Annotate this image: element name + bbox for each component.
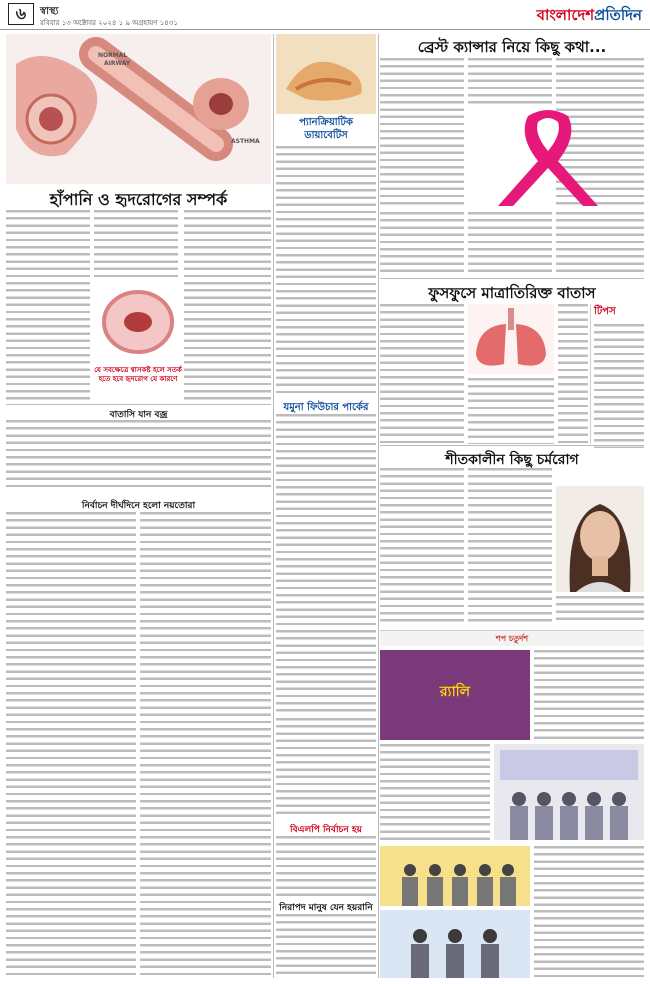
rally-banner [380,650,530,740]
conference-photo [494,744,644,840]
lungs-headline: ফুসফুসে মাত্রাতিরিক্ত বাতাস [428,284,596,302]
woman-face-icon [556,486,644,592]
breast-column-1 [380,58,464,208]
inflamed-airway-icon [94,282,182,362]
nirapod-body [276,914,376,978]
sleep-column-1 [6,512,136,978]
breast-column-5 [468,212,552,276]
award-caption [534,910,644,978]
rally-title: র‍্যালি [439,684,471,700]
woman-portrait [556,486,644,592]
pancreas-icon [276,34,376,114]
bijli-headline: বিএলপি নির্বাচন হয় [290,825,362,835]
conference-caption [380,744,490,840]
breast-column-2 [468,58,552,106]
sleep-headline: নির্বাচন দীর্ঘদিনে হলো নয়তোরা [81,501,196,511]
lungs-column-1 [380,304,464,444]
piles-body [6,420,271,492]
lungs-column-3 [558,304,588,444]
asthma-label: ASTHMA [231,138,260,145]
nirapod-headline: নিরাপদ মানুষ যেন হয়রানি [279,903,373,913]
breast-column-6 [556,212,644,276]
airway-label: AIRWAY [104,60,131,67]
section-title: স্বাস্থ্য [40,6,59,17]
page-header [0,0,650,30]
pancreas-illustration [276,34,376,114]
lungs-column-2 [468,378,554,444]
breast-headline: ব্রেস্ট ক্যান্সার নিয়ে কিছু কথা... [417,38,607,56]
tips-body [594,324,644,448]
asthma-column-3 [184,210,271,400]
winter-column-1 [380,468,464,622]
bijli-body [276,836,376,896]
asthma-column-1 [6,210,90,400]
event-group-icon [380,846,530,906]
winter-headline: শীতকালীন কিছু চর্মরোগ [445,452,579,468]
jamuna-headline: যমুনা ফিউচার পার্কের [283,402,369,413]
lungs-illustration [468,304,554,374]
airway-callout [94,282,182,400]
pancreatic-headline: প্যানক্রিয়াটিক ডায়াবেটিস [299,117,353,141]
jamuna-column-2 [276,718,376,818]
masthead: বাংলাদেশপ্রতিদিন [536,6,642,24]
tips-title: টিপস [594,306,616,317]
event-caption [534,846,644,906]
strip-brand: শপ চতুর্দশ [495,634,529,643]
rally-caption [534,650,644,740]
winter-column-2 [468,468,552,622]
asthma-headline: হাঁপানি ও হৃদরোগের সম্পর্ক [49,190,228,209]
asthma-column-2 [94,210,178,280]
sleep-column-2 [140,512,271,978]
pancreatic-body [276,146,376,394]
page-number: ৬ [8,3,34,25]
breast-column-4 [380,212,464,276]
asthma-illustration [6,34,271,184]
tips-box [590,304,644,444]
award-group-icon [380,910,530,978]
pink-ribbon-icon [468,106,628,208]
award-photo [380,910,530,978]
lungs-icon [468,304,554,374]
conference-people-icon [494,744,644,840]
normal-label: NORMAL [98,52,128,59]
date-line: রবিবার ১৩ অক্টোবর ২০২৪ ১ ৯ অগ্রহায়ণ ১৪৩১ [40,19,178,27]
winter-column-3 [556,596,644,622]
event-photo [380,846,530,906]
airway-illustration [6,34,271,184]
piles-headline: বাতাসি যান বজ্র [109,410,168,420]
advert-strip [380,630,644,646]
callout-text: যে সবক্ষেত্রে শ্বাসকষ্ট হলে সতর্ক হতে হবে হৃদরোগ যে কারণে [94,366,182,383]
jamuna-column-1 [276,414,376,714]
pink-ribbon [468,106,628,208]
